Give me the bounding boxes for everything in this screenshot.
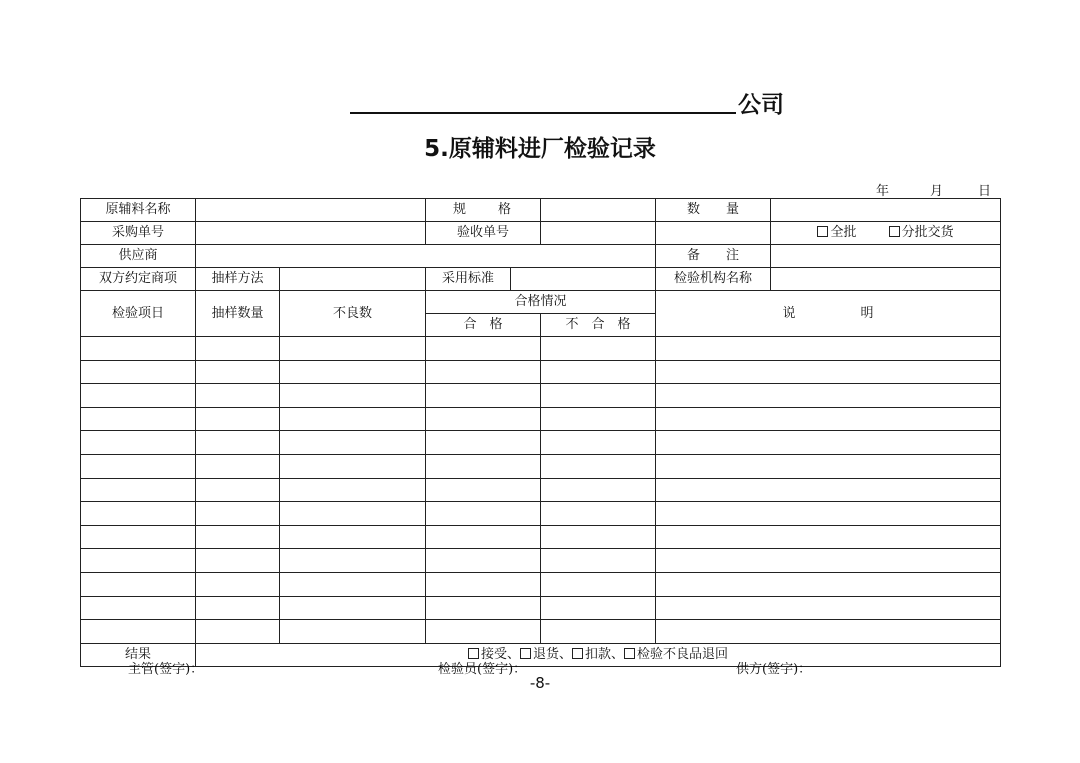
standard-field[interactable] xyxy=(511,268,656,291)
checkbox-icon[interactable] xyxy=(817,226,828,237)
sampling-method-field[interactable] xyxy=(280,268,426,291)
spec-field[interactable] xyxy=(541,199,656,222)
page-title: 5.原辅料进厂检验记录 xyxy=(424,136,656,162)
table-row xyxy=(81,549,1001,573)
table-row xyxy=(81,431,1001,455)
table-row xyxy=(81,478,1001,502)
col-pass-header: 合 格 xyxy=(426,314,541,337)
table-row xyxy=(81,337,1001,361)
col-note-header: 说 明 xyxy=(656,291,1001,337)
agreed-items-label: 双方约定商项 xyxy=(81,268,196,291)
purchase-no-field[interactable] xyxy=(196,222,426,245)
col-status-header: 合格情况 xyxy=(426,291,656,314)
date-year-label: 年 xyxy=(876,184,890,199)
inspection-org-label: 检验机构名称 xyxy=(656,268,771,291)
checkbox-icon[interactable] xyxy=(889,226,900,237)
page-number: -8- xyxy=(529,674,551,692)
batch-partial-option[interactable]: 分批交货 xyxy=(889,225,954,240)
result-label: 结果 xyxy=(81,643,196,666)
col-sample-qty-header: 抽样数量 xyxy=(196,291,280,337)
result-options xyxy=(196,643,1001,666)
table-row xyxy=(81,620,1001,644)
remarks-field[interactable] xyxy=(771,245,1001,268)
table-row xyxy=(81,454,1001,478)
receipt-extra-field[interactable] xyxy=(656,222,771,245)
col-fail-header: 不 合 格 xyxy=(541,314,656,337)
table-row xyxy=(81,407,1001,431)
purchase-no-label: 采购单号 xyxy=(81,222,196,245)
quantity-label: 数 量 xyxy=(656,199,771,222)
result-deduct-option[interactable]: 扣款、 xyxy=(572,647,624,662)
checkbox-icon[interactable] xyxy=(572,648,583,659)
quantity-field[interactable] xyxy=(771,199,1001,222)
result-return-option[interactable]: 退货、 xyxy=(520,647,572,662)
sampling-method-label: 抽样方法 xyxy=(196,268,280,291)
table-row xyxy=(81,596,1001,620)
table-row xyxy=(81,525,1001,549)
table-row xyxy=(81,384,1001,408)
standard-label: 采用标准 xyxy=(426,268,511,291)
supplier-field[interactable] xyxy=(196,245,656,268)
checkbox-icon[interactable] xyxy=(624,648,635,659)
supervisor-signature-label: 主管(签字)： xyxy=(128,662,204,677)
supplier-label: 供应商 xyxy=(81,245,196,268)
date-month-label: 月 xyxy=(930,184,944,199)
date-day-label: 日 xyxy=(978,184,992,199)
company-suffix: 公司 xyxy=(738,92,784,118)
material-name-field[interactable] xyxy=(196,199,426,222)
inspector-signature-label: 检验员(签字)： xyxy=(438,662,527,677)
result-reject-return-option[interactable]: 检验不良品退回 xyxy=(624,647,728,662)
remarks-label: 备 注 xyxy=(656,245,771,268)
table-row xyxy=(81,572,1001,596)
receipt-no-field[interactable] xyxy=(541,222,656,245)
batch-full-option[interactable]: 全批 xyxy=(817,225,856,240)
result-accept-option[interactable]: 接受、 xyxy=(468,647,520,662)
spec-label: 规 格 xyxy=(426,199,541,222)
col-item-header: 检验项日 xyxy=(81,291,196,337)
col-defects-header: 不良数 xyxy=(280,291,426,337)
batch-options xyxy=(771,222,1001,245)
company-name-blank-line[interactable] xyxy=(350,112,736,114)
table-row xyxy=(81,360,1001,384)
receipt-no-label: 验收单号 xyxy=(426,222,541,245)
table-row xyxy=(81,502,1001,526)
inspection-record-table xyxy=(80,198,1001,667)
supplier-signature-label: 供方(签字)： xyxy=(736,662,812,677)
inspection-org-field[interactable] xyxy=(771,268,1001,291)
material-name-label: 原辅料名称 xyxy=(81,199,196,222)
